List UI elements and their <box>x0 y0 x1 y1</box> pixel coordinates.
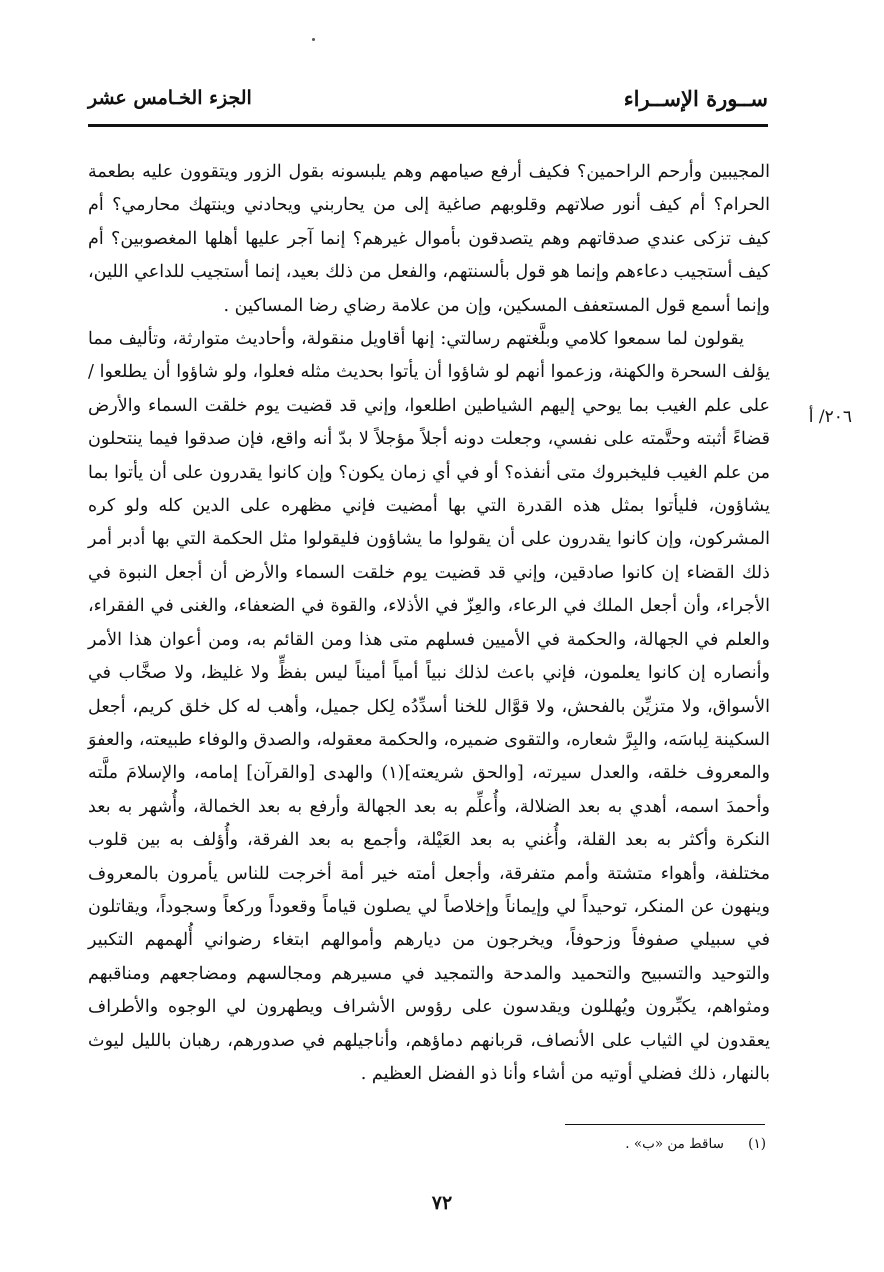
paragraph: المجيبين وأرحم الراحمين؟ فكيف أرفع صيامهم وهم يلبسونه بقول الزور ويتقوون عليه بطعمة الحرام؟ أم كيف أنور صلاتهم وقلوبهم صاغية إلى من يحاربني ويحادني وينتهك محارمي؟ أم كيف تزكى عندي صدقاتهم وهم يتصدقون بأموال غيرهم؟ إنما آجر عليها أهلها المغصوبين؟ أم كيف أستجيب دعاءهم وإنما هو قول بألسنتهم، والفعل من ذلك بعيد، إنما أستجيب للداعي اللين، وإنما أسمع قول المستعفف المسكين، وإن من علامة رضاي رضا المساكين . <box>88 162 770 316</box>
scan-speck <box>312 38 315 41</box>
main-text <box>88 156 770 1091</box>
part-title: الجزء الخـامس عشر <box>88 87 252 109</box>
margin-folio-reference: ٢٠٦/ أ <box>808 407 852 427</box>
page-number: ٧٢ <box>431 1192 453 1214</box>
footnote <box>88 1136 766 1152</box>
running-header <box>88 80 768 116</box>
surah-title: ســورة الإســراء <box>623 85 768 111</box>
header-rule <box>88 124 768 127</box>
footnote-number: (١) <box>748 1136 766 1152</box>
footnote-text: ساقط من «ب» . <box>625 1136 724 1152</box>
paragraph: يقولون لما سمعوا كلامي وبلَّغتهم رسالتي: إنها أقاويل منقولة، وأحاديث متوارثة، وتأليف مما يؤلف السحرة والكهنة، وزعموا أنهم لو شاؤوا أن يأتوا بحديث مثله فعلوا، ولو شاؤوا أن يطلعوا / على علم الغيب بما يوحي إليهم الشياطين اطلعوا، وإني قد قضيت يوم خلقت السماء والأرض قضاءً أثبته وحتَّمته على نفسي، وجعلت دونه أجلاً مؤجلاً لا بدّ أنه واقع، فإن صدقوا فيما ينتحلون من علم الغيب فليخبروك متى أنفذه؟ أو في أي زمان يكون؟ وإن كانوا يقدرون على أن يأتوا بما يشاؤون، فليأتوا بمثل هذه القدرة التي بها أمضيت فإني مظهره على الدين كله ولو كره المشركون، وإن كانوا يقدرون على أن يقولوا ما يشاؤون فليقولوا مثل الحكمة التي بها أدبر أمر ذلك القضاء إن كانوا صادقين، وإني قد قضيت يوم خلقت السماء والأرض أن أجعل النبوة في الأجراء، وأن أجعل الملك في الرعاء، والعِزّ في الأذلاء، والقوة في الضعفاء، والغنى في الفقراء، والعلم في الجهالة، والحكمة في الأميين فسلهم متى هذا ومن القائم به، ومن أعوان هذا الأمر وأنصاره إن كانوا يعلمون، فإني باعث لذلك نبياً أمياً أميناً ليس بفظٍّ ولا غليظ، ولا صخَّاب في الأسواق، ولا متزيِّن بالفحش، ولا قوَّال للخنا أسدِّدُه لِكل جميل، وأهب له كل خلق كريم، أجعل السكينة لِباسَه، والبِرَّ شعاره، والتقوى ضميره، والحكمة معقوله، والصدق والوفاء طبيعته، والعفوَ والمعروف خلقه، والعدل سيرته، [والحق شريعته](١) والهدى [والقرآن] إمامه، والإسلامَ ملَّته وأحمدَ اسمه، أهدي به بعد الضلالة، وأُعلِّم به بعد الجهالة وأرفع به بعد الخمالة، وأُشهر به بعد النكرة وأكثر به بعد القلة، وأُغني به بعد العَيْلة، وأجمع به بعد الفرقة، وأُؤلف به بين قلوب مختلفة، وأهواء متشتة وأمم متفرقة، وأجعل أمته خير أمة أخرجت للناس يأمرون بالمعروف وينهون عن المنكر، توحيداً لي وإيماناً وإخلاصاً لي يصلون قياماً وقعوداً وركعاً وسجوداً، ويقاتلون في سبيلي صفوفاً وزحوفاً، ويخرجون من ديارهم وأموالهم ابتغاء رضواني أُلهمهم التكبير والتوحيد والتسبيح والتحميد والمدحة والتمجيد في مسيرهم ومجالسهم ومضاجعهم ومناقبهم ومثواهم، يكبِّرون ويُهللون ويقدسون على رؤوس الأشراف ويطهرون لي الوجوه والأطراف يعقدون لي الثياب على الأنصاف، قربانهم دماؤهم، وأناجيلهم في صدورهم، رهبان بالليل ليوث بالنهار، ذلك فضلي أوتيه من أشاء وأنا ذو الفضل العظيم . <box>88 329 771 1084</box>
footnote-rule <box>565 1124 765 1125</box>
